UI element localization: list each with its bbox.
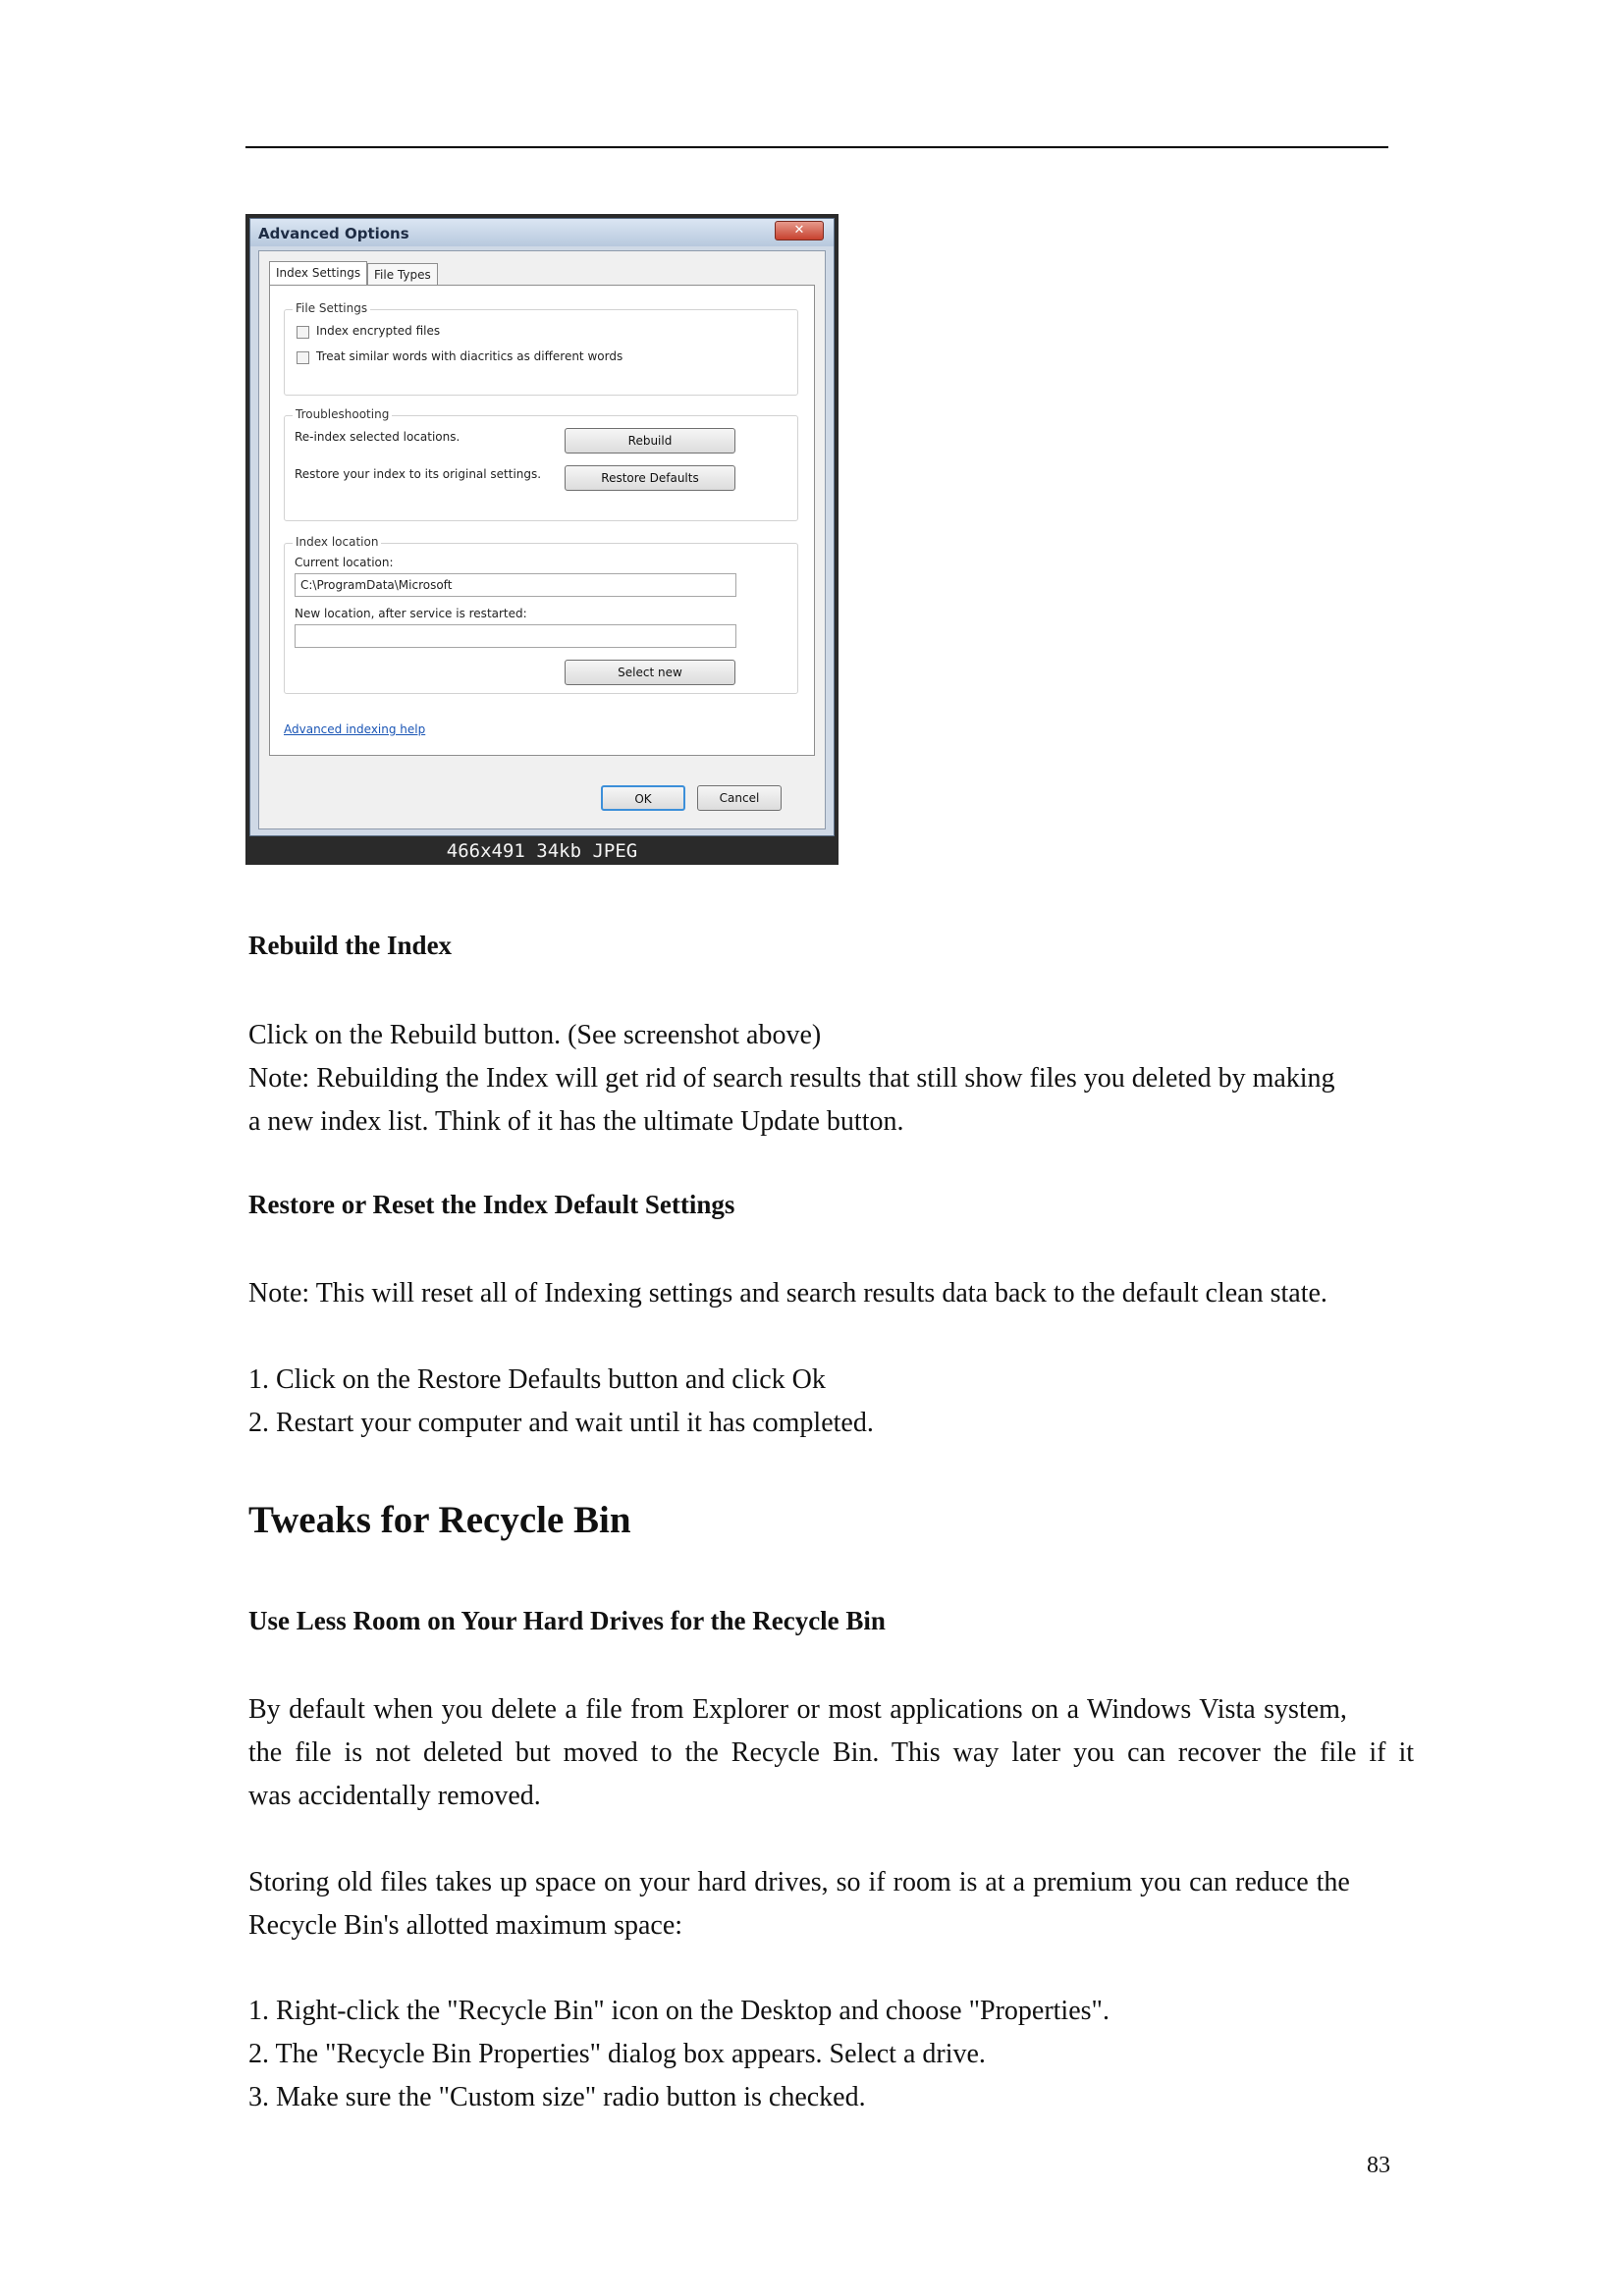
cancel-button[interactable]: Cancel (697, 785, 782, 811)
heading-rebuild-index: Rebuild the Index (248, 931, 453, 960)
heading-recycle-bin: Tweaks for Recycle Bin (248, 1499, 631, 1541)
rebuild-line-3: a new index list. Think of it has the ultimate Update button. (248, 1106, 904, 1137)
default-behavior-paragraph (248, 1688, 1415, 1818)
default-line-3: was accidentally removed. (248, 1781, 541, 1811)
title-bar (250, 219, 834, 246)
recycle-step-3: 3. Make sure the "Custom size" radio button is checked. (248, 2082, 866, 2112)
new-location-field[interactable] (295, 624, 736, 648)
recycle-step-2: 2. The "Recycle Bin Properties" dialog box appears. Select a drive. (248, 2039, 986, 2069)
file-settings-legend: File Settings (293, 301, 370, 315)
heading-restore-defaults: Restore or Reset the Index Default Settings (248, 1190, 735, 1219)
dialog-client-area (258, 250, 826, 829)
heading-less-room: Use Less Room on Your Hard Drives for the Recycle Bin (248, 1606, 886, 1635)
diacritics-label: Treat similar words with diacritics as different words (316, 349, 623, 363)
rebuild-button[interactable]: Rebuild (565, 428, 735, 454)
rebuild-line-1: Click on the Rebuild button. (See screenshot above) (248, 1020, 822, 1050)
troubleshooting-group (284, 407, 798, 521)
restore-step-1: 1. Click on the Restore Defaults button and click Ok (248, 1364, 826, 1395)
rebuild-line-2: Note: Rebuilding the Index will get rid of search results that still show files you deleted by making (248, 1063, 1335, 1094)
tab-index-settings[interactable]: Index Settings (269, 261, 367, 287)
ok-button[interactable]: OK (601, 785, 685, 811)
rebuild-paragraph (248, 1014, 1391, 1144)
index-location-legend: Index location (293, 535, 381, 549)
current-location-field[interactable]: C:\ProgramData\Microsoft (295, 573, 736, 597)
reindex-text: Re-index selected locations. (295, 430, 460, 444)
storing-line-2: Recycle Bin's allotted maximum space: (248, 1910, 683, 1941)
restore-defaults-button[interactable]: Restore Defaults (565, 465, 735, 491)
default-line-2: the file is not deleted but moved to the Recycle Bin. This way later you can recover the file if it (248, 1737, 1415, 1768)
restore-step-2: 2. Restart your computer and wait until it has completed. (248, 1408, 874, 1438)
window-title: Advanced Options (258, 225, 409, 242)
current-location-label: Current location: (295, 556, 394, 569)
troubleshooting-legend: Troubleshooting (293, 407, 392, 421)
index-encrypted-checkbox[interactable] (297, 326, 309, 339)
file-settings-group (284, 301, 798, 396)
index-settings-panel (269, 285, 815, 756)
advanced-options-window (249, 218, 835, 836)
advanced-indexing-help-link[interactable]: Advanced indexing help (284, 722, 426, 736)
storing-paragraph (248, 1861, 1391, 1948)
index-location-group (284, 535, 798, 694)
default-line-1: By default when you delete a file from Explorer or most applications on a Windows Vista system, (248, 1694, 1347, 1725)
restore-note-line: Note: This will reset all of Indexing settings and search results data back to the default clean state. (248, 1278, 1327, 1308)
restore-note-paragraph (248, 1272, 1391, 1315)
restore-text: Restore your index to its original settings. (295, 467, 542, 481)
header-rule (245, 146, 1388, 148)
close-icon: ✕ (793, 223, 805, 238)
image-caption: 466x491 34kb JPEG (446, 840, 638, 862)
diacritics-checkbox[interactable] (297, 351, 309, 364)
recycle-steps-list (248, 1990, 1391, 2119)
tab-file-types[interactable]: File Types (367, 263, 438, 286)
storing-line-1: Storing old files takes up space on your hard drives, so if room is at a premium you can reduce the (248, 1867, 1350, 1897)
new-location-label: New location, after service is restarted: (295, 607, 527, 620)
select-new-button[interactable]: Select new (565, 660, 735, 685)
page-number: 83 (1367, 2153, 1390, 2178)
recycle-step-1: 1. Right-click the "Recycle Bin" icon on the Desktop and choose "Properties". (248, 1996, 1110, 2026)
advanced-options-screenshot (245, 214, 839, 865)
index-encrypted-label: Index encrypted files (316, 324, 441, 338)
close-button[interactable] (775, 221, 824, 240)
restore-steps-list (248, 1359, 1391, 1445)
